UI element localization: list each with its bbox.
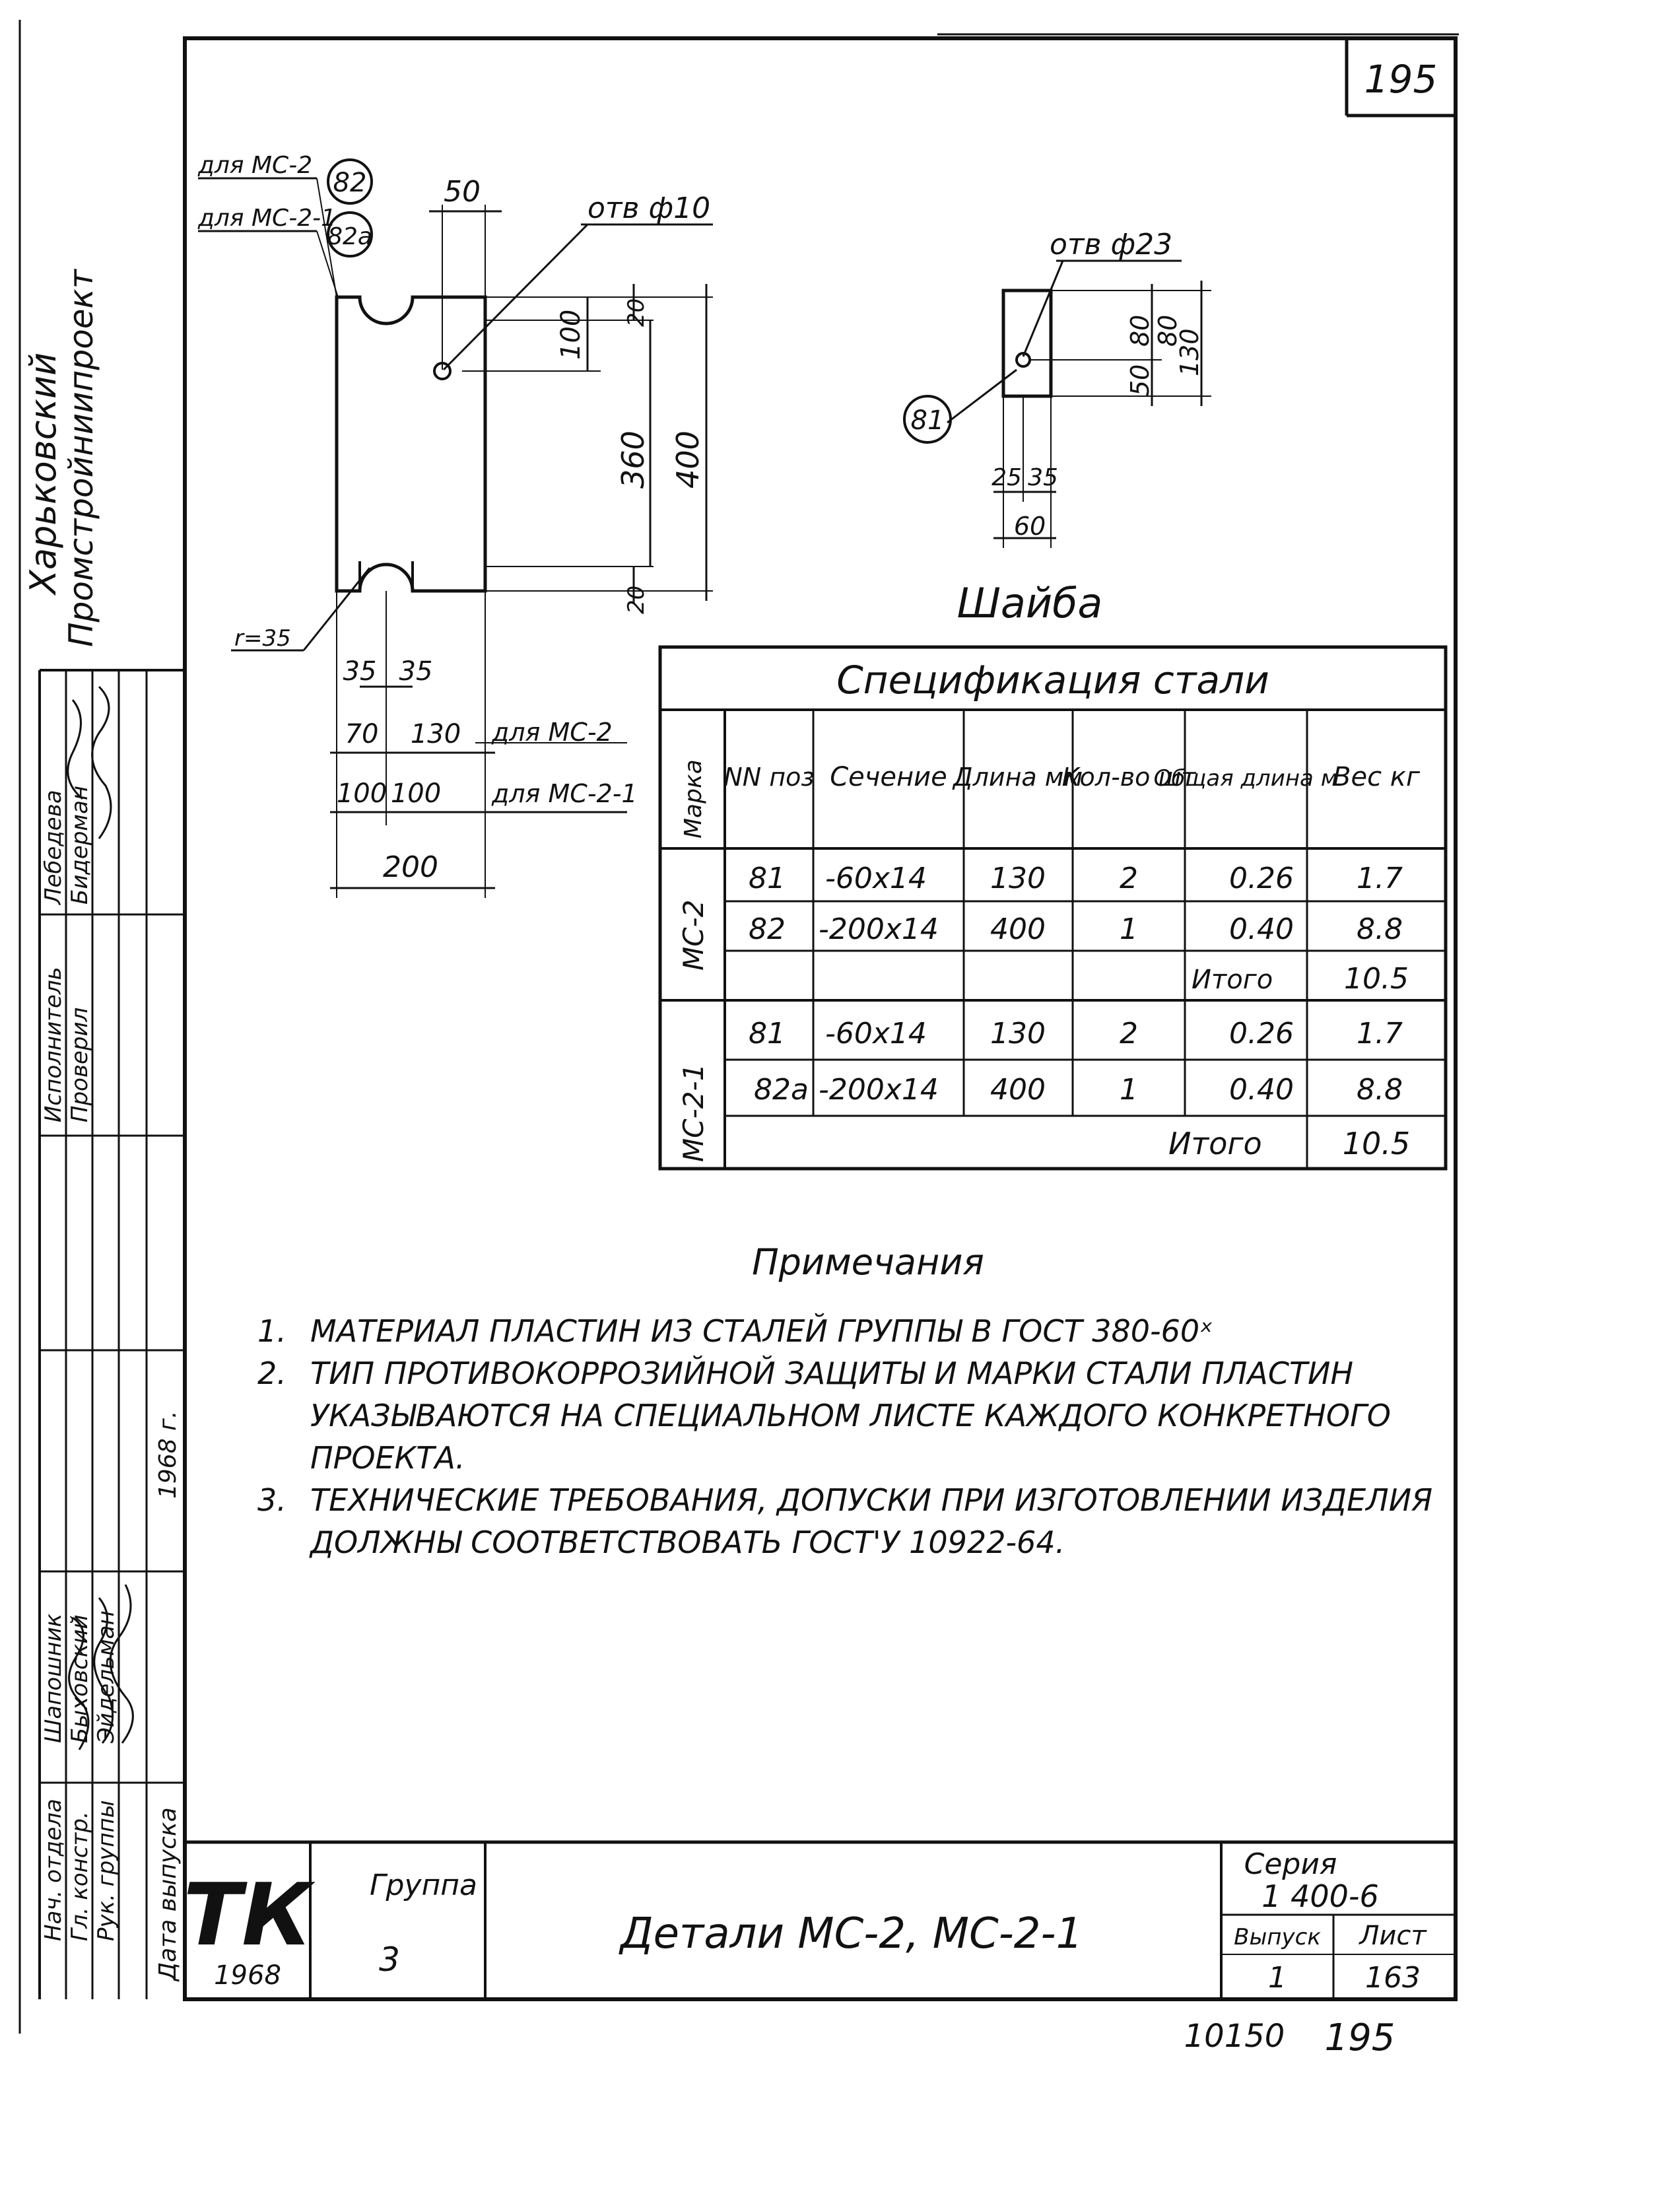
plate-mark-82: 82 (333, 168, 367, 198)
stamp-role-2: Гл. констр. (67, 1811, 93, 1941)
spec-header-section: Сечение (830, 762, 947, 792)
plate-dim-100: 100 (556, 309, 586, 360)
page-number-box (1347, 38, 1456, 116)
plate-dim-70: 70 (345, 719, 379, 749)
spec-cell: 130 (990, 862, 1046, 895)
spec-total-weight-1: 10.5 (1344, 962, 1409, 996)
stamp-name-3: Эйдельман (93, 1610, 119, 1743)
plate-dim-130: 130 (410, 719, 461, 749)
spec-cell: 81 (749, 1017, 786, 1050)
spec-cell: -60х14 (825, 1017, 927, 1050)
stamp-role-1: Нач. отдела (40, 1799, 67, 1941)
note-text: ТИП ПРОТИВОКОРРОЗИЙНОЙ ЗАЩИТЫ И МАРКИ СТАЛИ ПЛАСТИН УКАЗЫВАЮТСЯ НА СПЕЦИАЛЬНОМ ЛИСТЕ КАЖДОГО КОНКРЕТНОГО ПРОЕКТА. (310, 1356, 1391, 1476)
spec-header-length: Длина мм (953, 763, 1083, 792)
spec-cell: 2 (1120, 862, 1138, 895)
note-number: 3. (257, 1482, 286, 1518)
plate-mark-82a: 82а (327, 223, 372, 250)
plate-dim-400: 400 (670, 430, 706, 489)
spec-cell: 8.8 (1357, 912, 1403, 946)
group-value: 3 (379, 1940, 400, 1979)
plate-for-mc21: для МС-2-1 (492, 779, 638, 808)
spec-cell: -200х14 (819, 912, 939, 946)
spec-group-mark-1: МС-2 (677, 899, 710, 971)
notes-title: Примечания (752, 1241, 984, 1283)
spec-cell: 81 (749, 862, 786, 895)
stamp-name-5: Бидерман (67, 785, 93, 905)
note-text: ТЕХНИЧЕСКИЕ ТРЕБОВАНИЯ, ДОПУСКИ ПРИ ИЗГОТОВЛЕНИИ ИЗДЕЛИЯ ДОЛЖНЫ СООТВЕТСТВОВАТЬ ГОСТ'У 10922-64. (310, 1482, 1433, 1560)
washer-dim-25: 25 (991, 464, 1022, 491)
spec-cell: 0.40 (1229, 912, 1294, 946)
spec-total-weight-2: 10.5 (1342, 1126, 1411, 1161)
issue-label: Выпуск (1234, 1924, 1321, 1950)
plate-dim-35b: 35 (399, 656, 433, 687)
note-item (257, 1352, 1479, 1479)
sheet-value: 163 (1365, 1961, 1421, 1995)
tk-logo: ТК (183, 1865, 312, 1965)
spec-cell: 1 (1120, 912, 1138, 946)
spec-total-label-2: Итого (1168, 1126, 1262, 1161)
title-block (184, 1842, 1456, 1999)
plate-dim-360: 360 (615, 430, 651, 489)
spec-cell: 1 (1120, 1073, 1138, 1107)
issue-value: 1 (1268, 1961, 1287, 1995)
spec-cell: 1.7 (1357, 862, 1403, 895)
drawing-title: Детали МС-2, МС-2-1 (620, 1909, 1083, 1958)
sheet-label: Лист (1359, 1921, 1427, 1951)
group-label: Группа (370, 1869, 477, 1902)
plate-dim-50: 50 (444, 175, 481, 209)
spec-cell: 1.7 (1357, 1017, 1403, 1050)
washer-dim-50: 50 (1126, 364, 1155, 396)
organization (22, 268, 100, 647)
spec-cell: 130 (990, 1017, 1046, 1050)
spec-cell: 0.40 (1229, 1073, 1294, 1107)
spec-total-label-1: Итого (1192, 965, 1273, 995)
footer-page: 195 (1324, 2016, 1395, 2059)
spec-table-text (677, 658, 1421, 1162)
washer-caption: Шайба (957, 579, 1103, 627)
footer-code: 10150 (1184, 2018, 1285, 2055)
stamp-role-3: Рук. группы (93, 1800, 119, 1941)
note-text: МАТЕРИАЛ ПЛАСТИН ИЗ СТАЛЕЙ ГРУППЫ В ГОСТ 380-60ˣ (310, 1313, 1213, 1349)
note-number: 1. (257, 1313, 286, 1349)
spec-cell: 2 (1120, 1017, 1138, 1050)
series-label: Серия (1244, 1847, 1337, 1881)
spec-cell: 82 (749, 912, 786, 946)
stamp-role-5: Проверил (67, 1007, 93, 1122)
note-number: 2. (257, 1356, 286, 1391)
washer-dim-80b: 80 (1153, 314, 1182, 347)
plate-label-mc2: для МС-2 (198, 152, 313, 179)
plate-dim-35a: 35 (343, 656, 377, 687)
washer-labels (911, 228, 1204, 627)
spec-header-mark: Марка (680, 759, 707, 839)
washer-dim-80a: 80 (1126, 314, 1155, 347)
washer-hole-label: отв ф23 (1050, 228, 1173, 261)
spec-title: Спецификация стали (836, 658, 1269, 703)
stamp-date-value: 1968 г. (154, 1410, 182, 1499)
page-number: 195 (1364, 57, 1438, 102)
stamp-name-1: Шапошник (40, 1613, 67, 1743)
note-item (257, 1479, 1479, 1563)
plate-hole-label: отв ф10 (588, 191, 711, 225)
spec-cell: 400 (990, 1073, 1046, 1107)
plate-dim-20-top: 20 (623, 298, 650, 327)
spec-header-pos: NN поз (723, 763, 815, 792)
washer-dim-60: 60 (1013, 512, 1046, 541)
org-line-1: Харьковский (22, 352, 64, 594)
side-stamp (40, 670, 185, 1999)
spec-header-weight: Вес кг (1333, 762, 1420, 792)
plate-dim-200: 200 (383, 850, 438, 884)
plate-dim-20-bot: 20 (623, 585, 650, 614)
spec-cell: 0.26 (1229, 862, 1294, 895)
spec-cell: -60х14 (825, 862, 927, 895)
spec-header-total: Общая длина м (1153, 765, 1338, 792)
washer-dim-130: 130 (1175, 328, 1204, 376)
stamp-date-label: Дата выпуска (154, 1807, 182, 1981)
spec-cell: 0.26 (1229, 1017, 1294, 1050)
spec-header-qty: Кол-во шт (1061, 763, 1196, 792)
plate-labels (197, 152, 710, 884)
spec-cell: 8.8 (1357, 1073, 1403, 1107)
signature (92, 687, 111, 839)
signature (68, 700, 83, 799)
stamp-name-2: Быховский (67, 1614, 93, 1743)
plate-label-mc21: для МС-2-1 (198, 205, 336, 232)
tk-logo-year: 1968 (214, 1960, 281, 1991)
spec-cell: -200х14 (819, 1073, 939, 1107)
stamp-role-4: Исполнитель (40, 967, 67, 1122)
washer-mark: 81 (910, 405, 945, 436)
spec-cell: 400 (990, 912, 1046, 946)
note-item (257, 1310, 1479, 1352)
plate-dim-100b: 100 (390, 778, 442, 809)
washer-drawing (904, 261, 1211, 548)
notes-section (257, 1241, 1479, 1563)
plate-dim-100a: 100 (336, 778, 387, 809)
footer (1184, 2016, 1395, 2059)
plate-radius: r=35 (234, 625, 291, 652)
stamp-name-4: Лебедева (40, 790, 67, 905)
series-value: 1 400-6 (1261, 1878, 1379, 1914)
plate-for-mc2: для МС-2 (492, 718, 613, 747)
org-line-2: Промстройниипроект (62, 269, 100, 647)
spec-cell: 82а (754, 1073, 809, 1107)
spec-group-mark-2: МС-2-1 (677, 1063, 710, 1162)
washer-dim-35: 35 (1028, 464, 1058, 491)
